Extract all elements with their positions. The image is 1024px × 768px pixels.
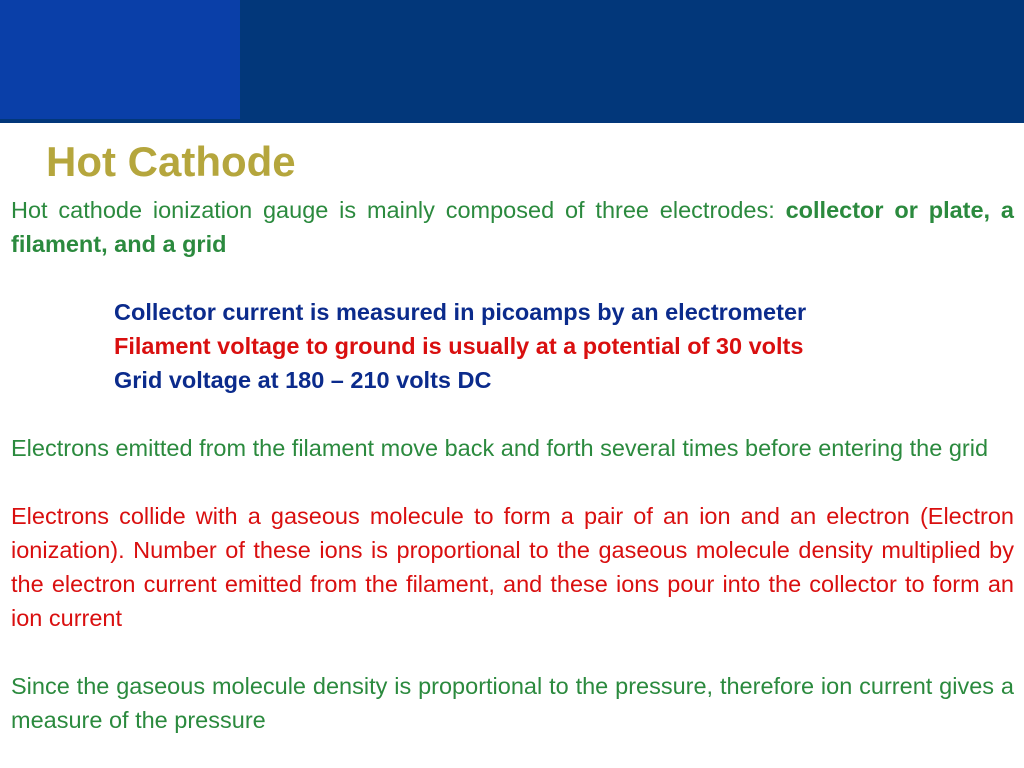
intro-emphasis: collector or plate, a filament, and a grid (11, 197, 1014, 257)
paragraph-pressure-measure: Since the gaseous molecule density is proportional to the pressure, therefore ion current gives a measure of the pressure (11, 673, 1014, 733)
spacer (11, 465, 1014, 499)
intro-text: Hot cathode ionization gauge is mainly composed of three electrodes: (11, 197, 786, 223)
banner-accent-block (0, 0, 240, 119)
header-banner (0, 0, 1024, 123)
spacer (11, 261, 1014, 295)
spacer (11, 397, 1014, 431)
paragraph-electron-emission: Electrons emitted from the filament move back and forth several times before entering the grid (11, 435, 989, 461)
point-grid-voltage: Grid voltage at 180 – 210 volts DC (114, 367, 492, 393)
point-collector-current: Collector current is measured in picoamps by an electrometer (114, 299, 807, 325)
point-filament-voltage: Filament voltage to ground is usually at a potential of 30 volts (114, 333, 804, 359)
intro-paragraph (11, 193, 1014, 261)
slide-body (11, 193, 1014, 737)
slide-title: Hot Cathode (46, 138, 296, 185)
spacer (11, 635, 1014, 669)
paragraph-electron-ionization: Electrons collide with a gaseous molecule to form a pair of an ion and an electron (Electron ionization). Number of these ions is proportional to the gaseous molecule density multiplied by the electron current emitted from the filament, and these ions pour into the collector to form an ion current (11, 503, 1014, 631)
